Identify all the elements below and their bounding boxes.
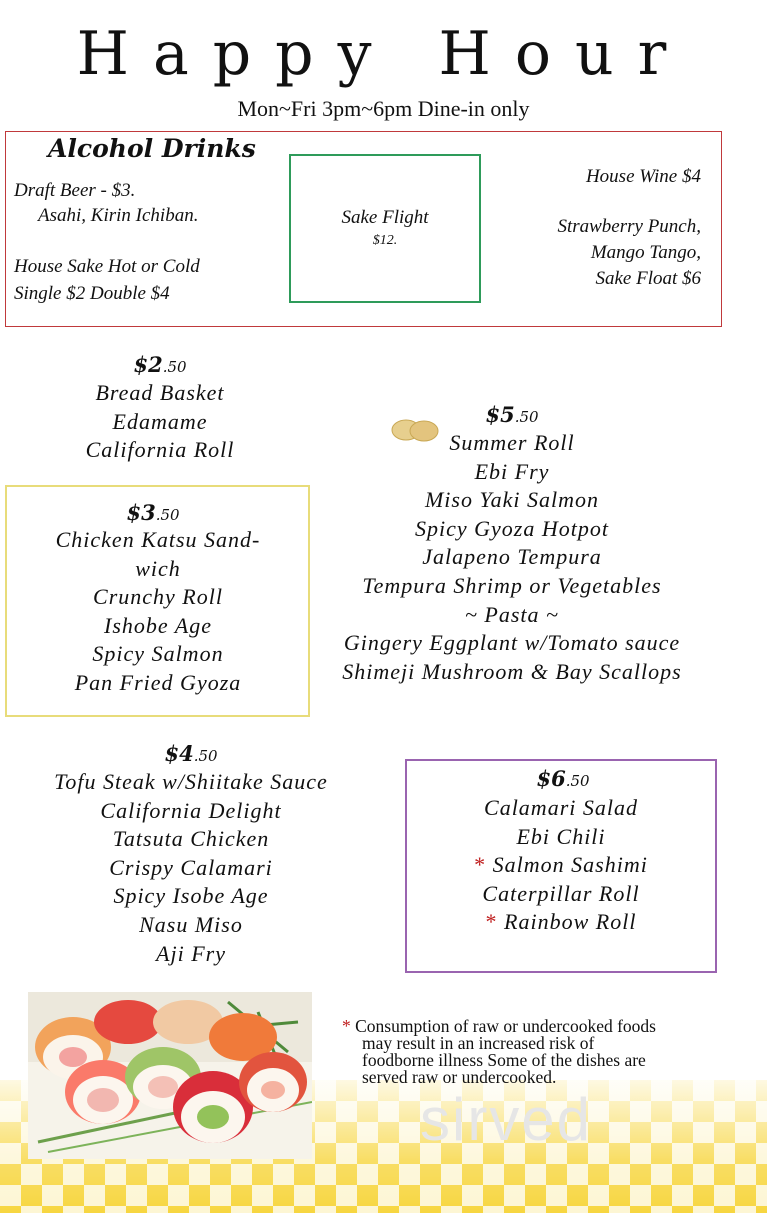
menu-item: Nasu Miso [139, 911, 243, 937]
raw-marker: * [474, 852, 487, 878]
menu-item: Miso Yaki Salmon [424, 487, 600, 513]
sake-flight-price: $12. [372, 233, 398, 248]
menu-item: Tofu Steak w/Shiitake Sauce [54, 769, 328, 794]
notice-line3: foodborne illness Some of the dishes are [362, 1050, 646, 1070]
menu-list-250 [30, 379, 290, 465]
menu-item: Spicy Salmon [92, 641, 224, 667]
watermark: sirved [420, 1086, 593, 1153]
menu-item: wich [135, 555, 181, 581]
menu-item: Ebi Chili [516, 823, 606, 849]
menu-list-450 [20, 768, 362, 968]
menu-item: Tatsuta Chicken [112, 826, 270, 852]
menu-item: Calamari Salad [484, 795, 638, 820]
menu-item: * Rainbow Roll [485, 909, 637, 935]
menu-item: Edamame [112, 408, 208, 434]
alcohol-heading: Alcohol Drinks [48, 134, 256, 163]
draft-beer-brands: Asahi, Kirin Ichiban. [38, 205, 199, 226]
menu-item: Ishobe Age [104, 612, 212, 638]
house-wine: House Wine $4 [585, 166, 701, 187]
menu-list-650 [408, 794, 714, 937]
price-heading-450: $4.50 [164, 741, 218, 766]
menu-item: Bread Basket [95, 380, 225, 405]
menu-item: Crunchy Roll [93, 584, 223, 610]
menu-item: ~ Pasta ~ [465, 601, 559, 627]
notice-line4: served raw or undercooked. [362, 1067, 557, 1087]
price-heading-550: $5.50 [485, 402, 539, 427]
price-heading-250: $2.50 [133, 352, 187, 377]
sushi-photo [28, 992, 312, 1159]
menu-item: Spicy Isobe Age [113, 883, 269, 909]
menu-list-550 [300, 429, 724, 686]
menu-item: Gingery Eggplant w/Tomato sauce [343, 630, 681, 656]
menu-item: Summer Roll [449, 430, 575, 455]
house-sake-prices: Single $2 Double $4 [14, 283, 170, 304]
menu-item: Jalapeno Tempura [422, 544, 602, 570]
price-heading-350: $3.50 [126, 500, 180, 525]
menu-item: Crispy Calamari [109, 854, 273, 880]
sake-flight-label: Sake Flight [341, 207, 429, 228]
notice-line2: may result in an increased risk of [362, 1033, 595, 1053]
menu-item: Chicken Katsu Sand- [55, 527, 261, 552]
notice-line1: Consumption of raw or undercooked foods [355, 1016, 656, 1036]
punch-line1: Strawberry Punch, [557, 216, 701, 237]
price-heading-650: $6.50 [536, 766, 590, 791]
menu-item: Shimeji Mushroom & Bay Scallops [342, 658, 682, 684]
menu-item: Tempura Shrimp or Vegetables [362, 572, 662, 598]
menu-item: Aji Fry [156, 940, 226, 966]
menu-list-350 [8, 526, 308, 698]
menu-item: Pan Fried Gyoza [74, 669, 242, 695]
raw-marker: * [485, 909, 498, 935]
page-title: Happy Hour [76, 19, 691, 89]
menu-item: Ebi Fry [474, 458, 550, 484]
menu-item: Spicy Gyoza Hotpot [415, 515, 609, 541]
menu-item: * Salmon Sashimi [474, 852, 648, 878]
hours-subtitle: Mon~Fri 3pm~6pm Dine-in only [237, 96, 530, 121]
draft-beer: Draft Beer - $3. [14, 180, 136, 201]
menu-item: California Delight [100, 797, 282, 823]
menu-item: Caterpillar Roll [482, 880, 640, 906]
house-sake: House Sake Hot or Cold [14, 256, 200, 277]
menu-item: California Roll [85, 437, 235, 463]
punch-line3: Sake Float $6 [595, 268, 701, 289]
raw-food-notice [342, 1018, 762, 1086]
punch-line2: Mango Tango, [590, 242, 701, 263]
notice-asterisk: * [342, 1016, 351, 1036]
